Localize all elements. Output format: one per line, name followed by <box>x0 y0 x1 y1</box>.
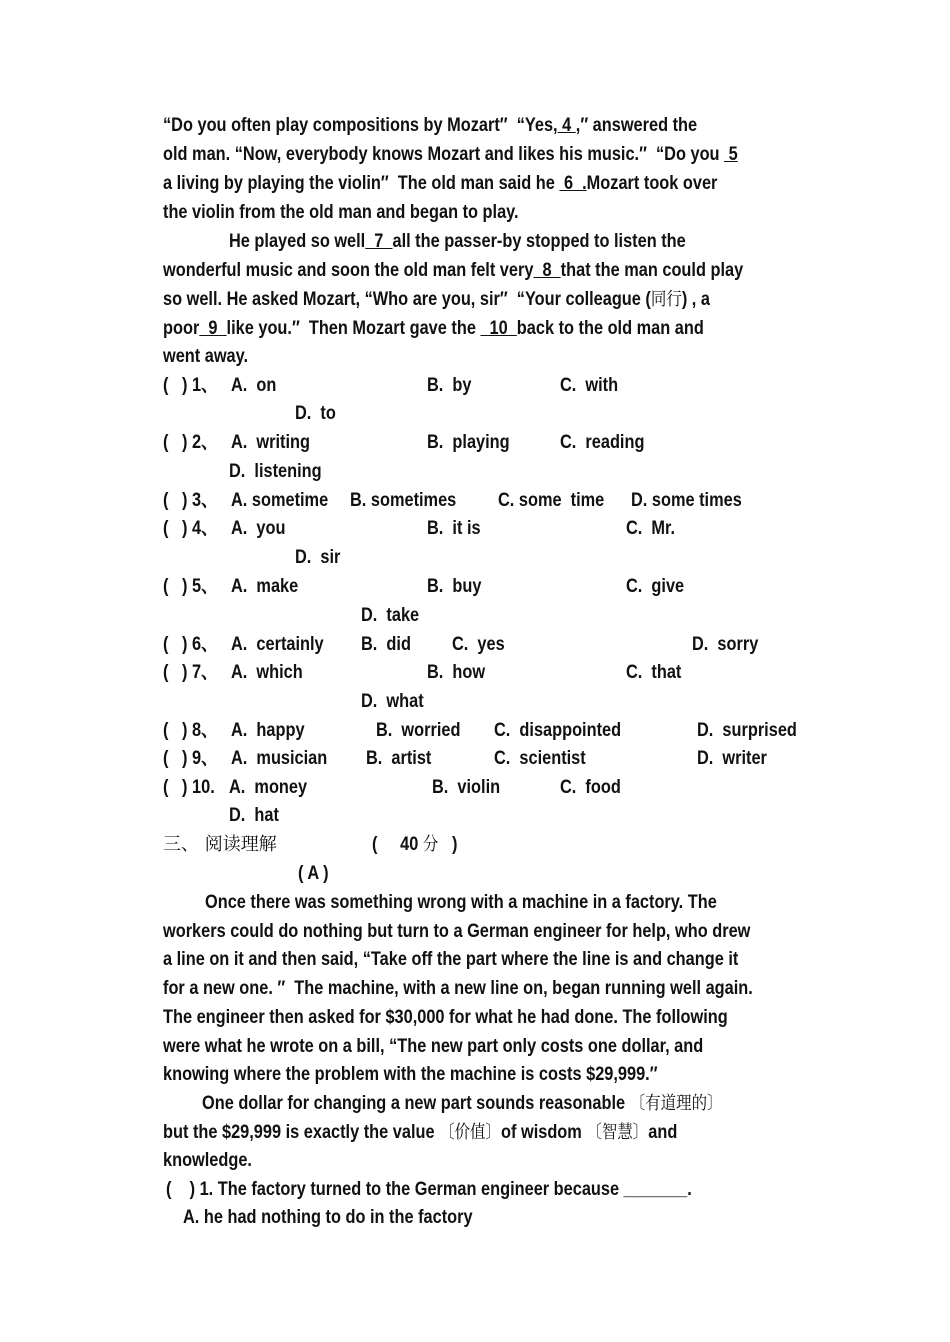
question-7-option-c[interactable]: C. that <box>626 662 682 683</box>
passage2-line-6: were what he wrote on a bill, “The new part only costs one dollar, and <box>163 1036 704 1057</box>
passage1-line-9: went away. <box>163 346 249 367</box>
blank-10: 10 <box>480 318 517 339</box>
question-10-option-c[interactable]: C. food <box>560 777 621 798</box>
question-9-option-a[interactable]: A. musician <box>231 748 328 769</box>
question-9-option-c[interactable]: C. scientist <box>494 748 586 769</box>
question-8-option-d[interactable]: D. surprised <box>697 720 797 741</box>
question-6-option-d[interactable]: D. sorry <box>692 634 759 655</box>
question-3-number: ( ) 3、 <box>163 490 218 511</box>
passage2-line-7: knowing where the problem with the machine is costs $29,999.″ <box>163 1064 658 1085</box>
question-9-option-b[interactable]: B. artist <box>366 748 432 769</box>
question-9-number: ( ) 9、 <box>163 748 218 769</box>
passage2-line-2: workers could do nothing but turn to a German engineer for help, who drew <box>163 921 751 942</box>
question-5-option-a[interactable]: A. make <box>231 576 299 597</box>
blank-6: 6 . <box>559 173 587 194</box>
question-2-option-a[interactable]: A. writing <box>231 432 310 453</box>
passage2-line-10: knowledge. <box>163 1150 252 1171</box>
question-5-number: ( ) 5、 <box>163 576 218 597</box>
question-6-number: ( ) 6、 <box>163 634 218 655</box>
blank-8: 8 <box>533 260 561 281</box>
question-1-option-b[interactable]: B. by <box>427 375 472 396</box>
question-3-option-a[interactable]: A. sometime <box>231 490 329 511</box>
question-10-option-a[interactable]: A. money <box>229 777 308 798</box>
blank-9: 9 <box>199 318 227 339</box>
question-9-option-d[interactable]: D. writer <box>697 748 767 769</box>
passage2-line-4: for a new one. ″ The machine, with a new line on, began running well again. <box>163 978 753 999</box>
question-4-option-d[interactable]: D. sir <box>295 547 341 568</box>
passage2-line-1: Once there was something wrong with a machine in a factory. The <box>205 892 717 913</box>
reading-question-1-stem: ( ) 1. The factory turned to the German engineer because _______. <box>166 1179 692 1200</box>
question-4-option-c[interactable]: C. Mr. <box>626 518 676 539</box>
passage1-line-5: He played so well 7 all the passer-by stopped to listen the <box>229 231 686 252</box>
passage1-line-4: the violin from the old man and began to play. <box>163 202 519 223</box>
question-8-option-c[interactable]: C. disappointed <box>494 720 622 741</box>
question-6-option-a[interactable]: A. certainly <box>231 634 324 655</box>
passage1-line-2: old man. “Now, everybody knows Mozart and likes his music.″ “Do you 5 <box>163 144 738 165</box>
blank-7: 7 <box>365 231 393 252</box>
section-3-score: ( 40 分 ) <box>372 834 458 855</box>
question-7-option-a[interactable]: A. which <box>231 662 303 683</box>
passage1-line-7: so well. He asked Mozart, “Who are you, sir″ “Your colleague (同行) , a <box>163 289 710 310</box>
question-3-option-b[interactable]: B. sometimes <box>350 490 457 511</box>
question-3-option-c[interactable]: C. some time <box>498 490 605 511</box>
question-2-option-b[interactable]: B. playing <box>427 432 510 453</box>
passage2-line-9: but the $29,999 is exactly the value 〔价值〕of wisdom 〔智慧〕and <box>163 1122 678 1143</box>
question-1-number: ( ) 1、 <box>163 375 218 396</box>
question-1-option-d[interactable]: D. to <box>295 403 336 424</box>
blank-4: 4 <box>557 115 576 136</box>
question-7-option-b[interactable]: B. how <box>427 662 486 683</box>
question-1-option-a[interactable]: A. on <box>231 375 277 396</box>
question-8-number: ( ) 8、 <box>163 720 218 741</box>
question-3-option-d[interactable]: D. some times <box>631 490 742 511</box>
passage1-line-1: “Do you often play compositions by Mozart″ “Yes, 4 ,″ answered the <box>163 115 698 136</box>
section-3-title: 三、 阅读理解 <box>163 834 277 855</box>
question-8-option-a[interactable]: A. happy <box>231 720 305 741</box>
question-1-option-c[interactable]: C. with <box>560 375 619 396</box>
passage1-line-6: wonderful music and soon the old man felt very 8 that the man could play <box>163 260 744 281</box>
question-10-option-b[interactable]: B. violin <box>432 777 501 798</box>
passage2-line-5: The engineer then asked for $30,000 for what he had done. The following <box>163 1007 728 1028</box>
blank-5: 5 <box>724 144 738 165</box>
question-10-option-d[interactable]: D. hat <box>229 805 279 826</box>
question-4-option-b[interactable]: B. it is <box>427 518 481 539</box>
question-2-option-c[interactable]: C. reading <box>560 432 645 453</box>
question-6-option-c[interactable]: C. yes <box>452 634 505 655</box>
question-10-number: ( ) 10. <box>163 777 215 798</box>
question-2-number: ( ) 2、 <box>163 432 218 453</box>
question-2-option-d[interactable]: D. listening <box>229 461 322 482</box>
question-7-number: ( ) 7、 <box>163 662 218 683</box>
passage2-line-8: One dollar for changing a new part sounds reasonable 〔有道理的〕 <box>202 1093 723 1114</box>
question-4-option-a[interactable]: A. you <box>231 518 286 539</box>
question-5-option-b[interactable]: B. buy <box>427 576 482 597</box>
question-5-option-d[interactable]: D. take <box>361 605 420 626</box>
passage2-line-3: a line on it and then said, “Take off the part where the line is and change it <box>163 949 739 970</box>
reading-question-1-option-a[interactable]: A. he had nothing to do in the factory <box>183 1207 473 1228</box>
question-5-option-c[interactable]: C. give <box>626 576 685 597</box>
passage1-line-3: a living by playing the violin″ The old man said he 6 .Mozart took over <box>163 173 718 194</box>
question-6-option-b[interactable]: B. did <box>361 634 411 655</box>
passage1-line-8: poor 9 like you.″ Then Mozart gave the 10 back to the old man and <box>163 318 704 339</box>
question-7-option-d[interactable]: D. what <box>361 691 424 712</box>
question-4-number: ( ) 4、 <box>163 518 218 539</box>
question-8-option-b[interactable]: B. worried <box>376 720 461 741</box>
section-3-part-label: ( A ) <box>298 863 329 884</box>
